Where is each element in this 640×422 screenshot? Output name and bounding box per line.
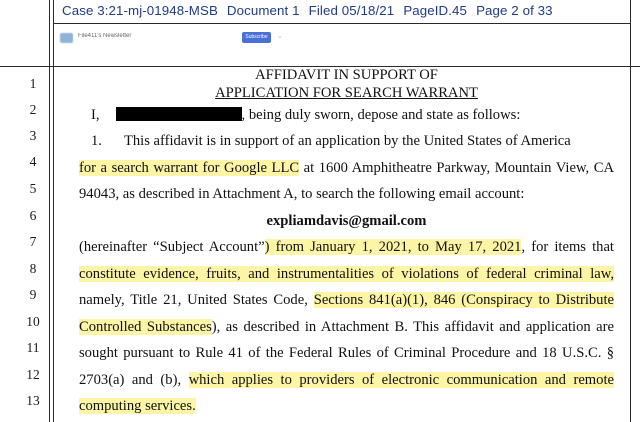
line-number: 7 — [29, 234, 37, 249]
para-text: at 1600 Amphitheatre Parkway, Mountain View, CA — [299, 160, 614, 176]
line-number: 5 — [29, 181, 37, 196]
para-text: namely, Title 21, United States Code, — [79, 292, 314, 308]
line-number: 9 — [29, 287, 37, 302]
newsletter-title: File411's Newsletter — [78, 33, 132, 39]
oath-rest: , being duly sworn, depose and state as follows: — [241, 107, 521, 123]
chevron-down-icon[interactable]: ⌄ — [277, 33, 283, 40]
subscribe-button[interactable]: Subscribe — [242, 32, 271, 43]
margin-rule-left-inner — [53, 0, 54, 422]
newsletter-bar — [60, 29, 290, 47]
line-number: 12 — [26, 367, 40, 382]
line-number: 3 — [29, 128, 37, 143]
para-text: (hereinafter “Subject Account” — [79, 239, 265, 255]
para-line-4 — [79, 155, 614, 181]
para-line-11: sought pursuant to Rule 41 of the Federal Rules of Criminal Procedure and 18 U.S.C. § — [79, 345, 614, 361]
line-number: 4 — [29, 154, 37, 169]
line-number: 13 — [26, 393, 40, 408]
highlight-providers: which applies to providers of electronic communication and remote — [188, 372, 614, 388]
document-number: Document 1 — [226, 3, 300, 18]
para-text: , for items that — [521, 239, 614, 255]
case-header — [62, 3, 562, 18]
highlight-computing-services: computing services. — [79, 398, 196, 414]
line-number: 1 — [29, 76, 37, 91]
highlight-controlled-substances: Controlled Substances — [79, 319, 212, 335]
para-line-3 — [91, 128, 614, 154]
oath-lead: I, — [91, 107, 100, 123]
line-number: 8 — [29, 261, 37, 276]
line-number: 11 — [26, 340, 40, 355]
oath-line — [91, 102, 626, 128]
line-number: 10 — [26, 314, 40, 329]
highlight-google-warrant: for a search warrant for Google LLC — [79, 160, 300, 176]
para-text: ), as described in Attachment B. This affidavit and application are — [211, 319, 614, 335]
line-number: 6 — [29, 208, 37, 223]
subject-email-address: expliamdavis@gmail.com — [266, 213, 427, 229]
para-line-7 — [79, 234, 614, 260]
header-rule — [53, 23, 630, 24]
para-text: 2703(a) and (b), — [79, 372, 189, 388]
para-line-9 — [79, 287, 614, 313]
para-line-5: 94043, as described in Attachment A, to search the following email account: — [79, 186, 525, 202]
line-number: 2 — [29, 102, 37, 117]
case-number: Case 3:21-mj-01948-MSB — [62, 3, 218, 18]
affidavit-heading-line2: APPLICATION FOR SEARCH WARRANT — [215, 85, 478, 101]
newsletter-logo-icon — [60, 33, 73, 43]
filed-date: Filed 05/18/21 — [308, 3, 395, 18]
page-count: Page 2 of 33 — [476, 3, 553, 18]
highlight-date-range: ) from January 1, 2021, to May 17, 2021 — [264, 239, 522, 255]
para-number: 1. — [91, 133, 102, 149]
highlight-statute: Sections 841(a)(1), 846 (Conspiracy to Distribute — [313, 292, 615, 308]
para-line-12 — [79, 367, 614, 393]
affidavit-heading-line1: AFFIDAVIT IN SUPPORT OF — [255, 67, 438, 83]
para-line-10 — [79, 314, 614, 340]
para-line-13 — [79, 393, 614, 419]
margin-rule-left-outer — [49, 0, 50, 422]
redaction-bar — [116, 107, 242, 121]
para-line-8 — [79, 261, 614, 287]
margin-rule-right — [630, 0, 631, 422]
page-id: PageID.45 — [403, 3, 468, 18]
highlight-evidence: constitute evidence, fruits, and instrumentalities of violations of federal criminal law, — [79, 266, 614, 282]
para-text: This affidavit is in support of an application by the United States of America — [123, 133, 571, 149]
